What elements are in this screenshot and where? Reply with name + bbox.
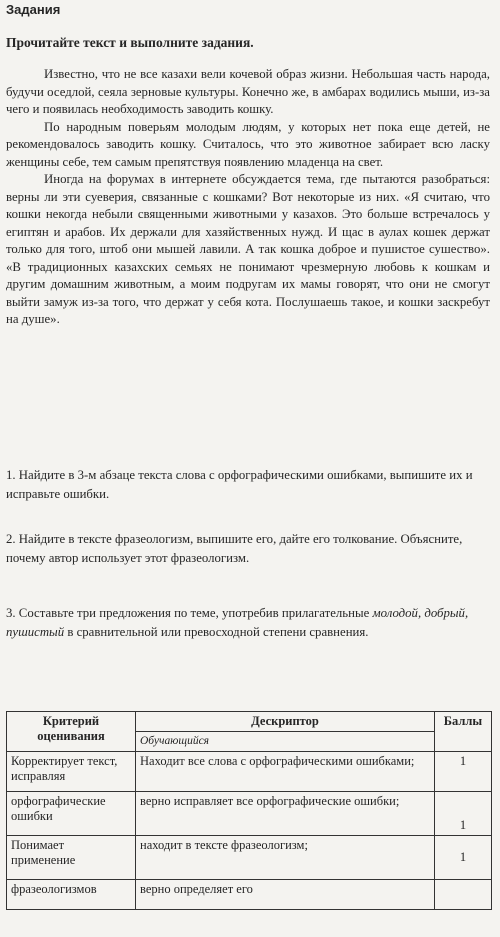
header-score: Баллы (435, 712, 492, 752)
page-title: Задания (6, 2, 61, 17)
criterion-cell: Понимает применение (7, 836, 136, 880)
score-cell: 1 (435, 836, 492, 880)
task-1: 1. Найдите в 3-м абзаце текста слова с орфографическими ошибками, выпишите их и исправьте ошибки. (6, 468, 473, 501)
descriptor-cell: находит в тексте фразеологизм; (136, 836, 435, 880)
table-row (7, 752, 492, 792)
subheader-learner: Обучающийся (136, 732, 435, 752)
task-3-adjectives: молодой, добрый, пушистый (6, 606, 469, 639)
instruction: Прочитайте текст и выполните задания. (6, 35, 254, 50)
header-descriptor: Дескриптор (136, 712, 435, 732)
paragraph-3: Иногда на форумах в интернете обсуждается тема, где пытаются разобраться: верны ли эти суеверия, связанные с кошками? Вот некоторые из них. «Я считаю, что кошки некогда небыли священными животными у казахов. Это больше встречалось у египтян и арабов. Их держали для хазяйственных нужд. И щас в аулах кошек держат только для того, штоб они мышей лавили. А так кошка доброе и пушистое сушество». «В традиционных казахских семьях не понимают чрезмерную любовь к кошкам и другим домашним животным, а моим подругам их мамы говорят, что они не смогут выйти замуж из-за того, что держат у себя кота. Послушаешь такое, и кошки заскребут на душе». (6, 172, 490, 326)
descriptor-cell: верно определяет его (136, 880, 435, 910)
descriptor-cell: верно исправляет все орфографические ошибки; (136, 792, 435, 836)
criterion-cell: Корректирует текст, исправляя (7, 752, 136, 792)
score-cell: 1 (435, 792, 492, 836)
paragraph-1: Известно, что не все казахи вели кочевой образ жизни. Небольшая часть народа, будучи оседлой, сеяла зерновые культуры. Конечно же, в амбарах водились мыши, из-за чего и появилась необходимость заводить кошку. (6, 67, 490, 116)
table-row (7, 880, 492, 910)
task-2: 2. Найдите в тексте фразеологизм, выпишите его, дайте его толкование. Объясните, почему автор использует этот фразеологизм. (6, 532, 463, 565)
score-cell (435, 880, 492, 910)
score-cell: 1 (435, 752, 492, 792)
task-3 (6, 604, 490, 641)
task-3-start: 3. Составьте три предложения по теме, употребив прилагательные (6, 606, 373, 620)
table-row (7, 836, 492, 880)
descriptor-cell: Находит все слова с орфографическими ошибками; (136, 752, 435, 792)
table-row (7, 792, 492, 836)
paragraph-2: По народным поверьям молодым людям, у которых нет пока еще детей, не рекомендовалось заводить кошку. Считалось, что это животное забирает всю ласку женщины себе, тем самым препятствуя появлению младенца на свет. (6, 119, 490, 169)
criterion-cell: фразеологизмов (7, 880, 136, 910)
header-criterion: Критерий оценивания (7, 712, 136, 752)
criterion-cell: орфографические ошибки (7, 792, 136, 836)
table-header-row (7, 712, 492, 732)
reading-text (6, 66, 490, 329)
assessment-table (6, 711, 492, 910)
task-3-end: в сравнительной или превосходной степени сравнения. (64, 624, 369, 639)
